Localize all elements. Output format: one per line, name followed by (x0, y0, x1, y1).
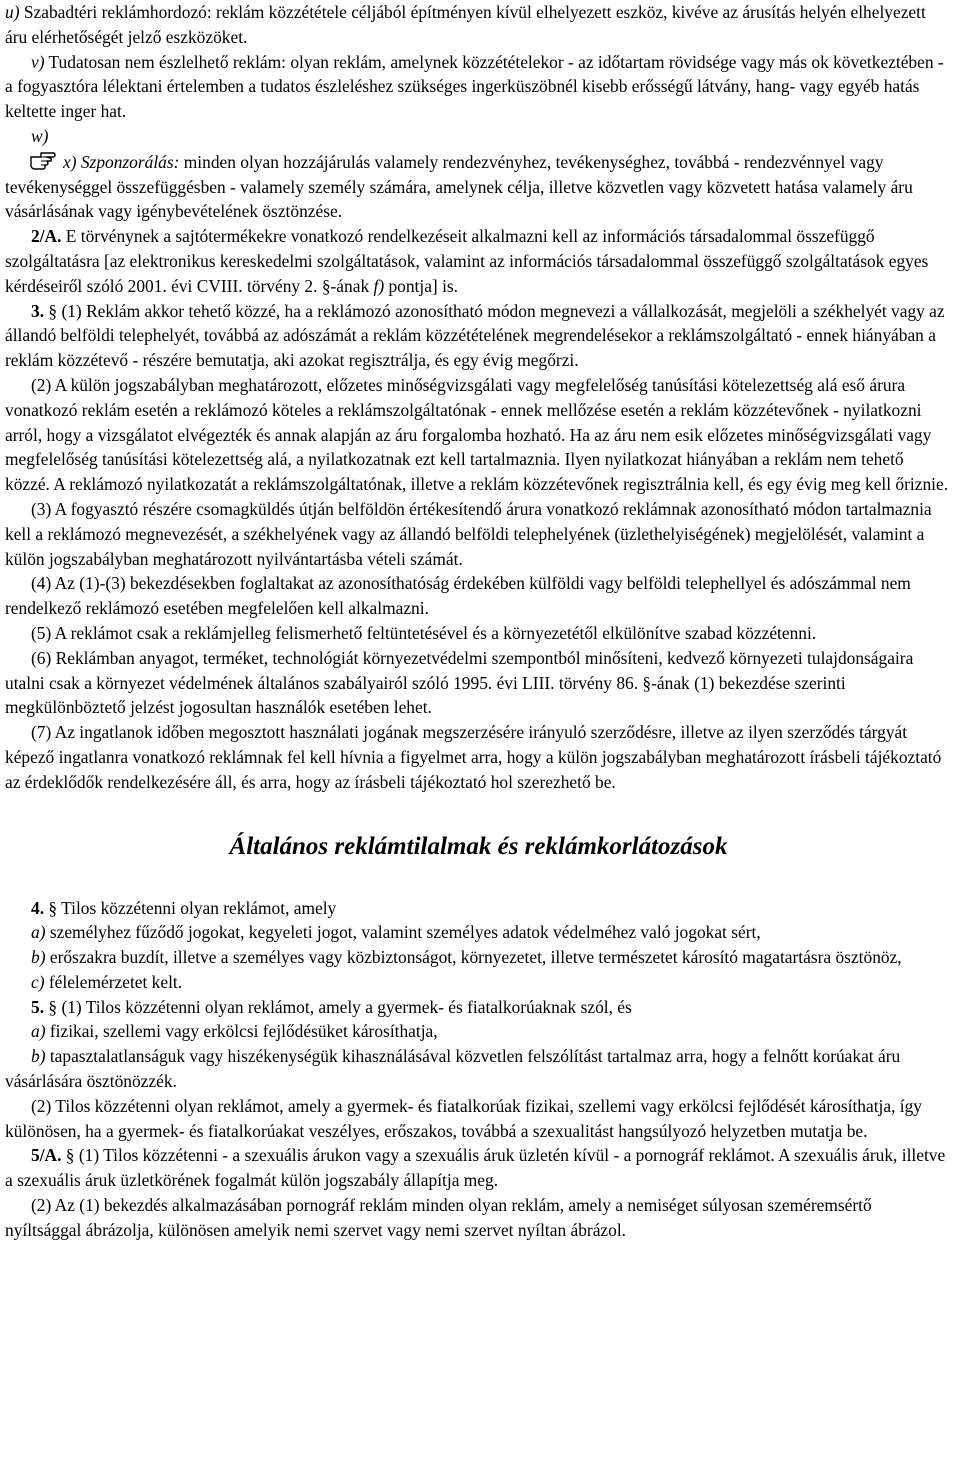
item-text: fizikai, szellemi vagy erkölcsi fejlődésüket károsíthatja, (45, 1021, 438, 1042)
section-text: E törvénynek a sajtótermékekre vonatkozó rendelkezéseit alkalmazni kell az információs társadalommal összefüggő szolgáltatásra [az elektronikus kereskedelmi szolgáltatások, valamint az információs társadalommal összefüggő szolgáltatások egyes kérdéseiről szóló 2001. évi CVIII. törvény 2. §-ának (5, 226, 929, 296)
section-number: 5/A. (31, 1145, 62, 1166)
section-4-intro (5, 896, 952, 921)
definition-x (5, 149, 952, 224)
item-text: erőszakra buzdít, illetve a személyes vagy közbiztonságot, környezetet, illetve természetet károsító magatartásra ösztönöz, (45, 947, 902, 968)
section-4-item-a (5, 920, 952, 945)
section-5-intro (5, 995, 952, 1020)
section-number: 5. (31, 996, 45, 1017)
item-text: személyhez fűződő jogokat, kegyeleti jogot, valamint személyes adatok védelméhez való jogokat sért, (45, 922, 761, 943)
section-4-item-c (5, 970, 952, 995)
item-letter: x) Szponzorálás: (63, 151, 180, 172)
definition-text: Tudatosan nem észlelhető reklám: olyan reklám, amelynek közzétételekor - az időtartam rövidsége vagy más ok következtében - a fogyasztóra lélektani értelemben a tudatos észleléshez szükséges ingerküszöbnél kisebb erősségű látvány, hang- vagy egyéb hatás keltette inger hat. (5, 51, 944, 122)
chapter-heading: Általános reklámtilalmak és reklámkorlátozások (229, 832, 728, 860)
paragraph-text: § (1) Tilos közzétenni olyan reklámot, amely a gyermek- és fiatalkorúaknak szól, és (44, 996, 632, 1017)
section-5a-paragraph-1 (5, 1143, 952, 1193)
item-letter: a) (31, 1021, 46, 1042)
definition-u (5, 0, 952, 50)
item-letter: f) (373, 275, 385, 296)
paragraph-text: § (1) Reklám akkor tehető közzé, ha a reklámozó azonosítható módon megnevezi a vállalkozását, megjelöli a székhelyét vagy az állandó belföldi telephelyét, továbbá az adószámát a reklám közzétételének megrendelésekor a reklámszolgáltató - ennek hiányában a reklám közzétevő - részére bemutatja, aki azokat regisztrálja, és egy évig megőrzi. (5, 300, 945, 371)
section-5-paragraph-2: (2) Tilos közzétenni olyan reklámot, amely a gyermek- és fiatalkorúak fizikai, szellemi vagy erkölcsi fejlődését károsíthatja, így különösen, ha a gyermek- és fiatalkorúakat veszélyes, erőszakos, továbbá a szexualitást hangsúlyozó helyzetben mutatja be. (5, 1095, 922, 1141)
item-letter: u) (5, 2, 20, 22)
section-5-item-b (5, 1044, 952, 1094)
paragraph-text: § Tilos közzétenni olyan reklámot, amely (44, 897, 337, 918)
item-letter: w) (31, 125, 49, 146)
pointing-hand-icon (29, 149, 57, 171)
section-3-paragraph-4: (4) Az (1)-(3) bekezdésekben foglaltakat az azonosíthatóság érdekében külföldi vagy belföldi telephellyel és adószámmal nem rendelkező reklámozó esetében megfelelően kell alkalmazni. (5, 573, 911, 619)
section-3-paragraph-2: (2) A külön jogszabályban meghatározott, előzetes minőségvizsgálati vagy megfelelőség tanúsítási kötelezettség alá eső árura vonatkozó reklám esetén a reklámozó köteles a reklámszolgáltatónak - ennek mellőzése esetén a reklám közzétevőnek - nyilatkozni arról, hogy a vizsgálatot elvégezték és annak alapján az áru forgalomba hozható. Ha az áru nem esik előzetes minőségvizsgálati vagy megfelelőség tanúsítási kötelezettség alá, a nyilatkozatnak ezt kell tartalmaznia. Ilyen nyilatkozat hiányában a reklám nem tehető közzé. A reklámozó nyilatkozatát a reklámszolgáltatónak, illetve a reklám közzétevőnek regisztrálnia kell, és egy évig meg kell őriznie. (5, 374, 949, 495)
item-text: félelemérzetet kelt. (44, 971, 183, 992)
item-letter: b) (31, 947, 46, 968)
item-letter: v) (31, 51, 45, 72)
section-number: 4. (31, 897, 45, 918)
definition-v (5, 50, 952, 124)
item-text: tapasztalatlanságuk vagy hiszékenységük kihasználásával közvetlen felszólítást tartalmaz arra, hogy a felnőtt korúakat áru vásárlására ösztönözzék. (5, 1046, 901, 1092)
item-letter: c) (31, 971, 45, 992)
section-number: 3. (31, 300, 45, 321)
section-3-paragraph-5: (5) A reklámot csak a reklámjelleg felismerhető feltüntetésével és a környezetétől elkülönítve szabad közzétenni. (31, 622, 817, 643)
item-letter: b) (31, 1046, 46, 1067)
section-5-item-a (5, 1019, 952, 1044)
paragraph-text: § (1) Tilos közzétenni - a szexuális árukon vagy a szexuális áruk üzletén kívül - a pornográf reklámot. A szexuális áruk, illetve a szexuális áruk üzletkörének fogalmát külön jogszabály állapítja meg. (5, 1145, 946, 1191)
section-text-end: pontja] is. (384, 275, 459, 296)
section-3-paragraph-3: (3) A fogyasztó részére csomagküldés útján belföldön értékesítendő árura vonatkozó reklámnak azonosítható módon tartalmaznia kell a reklámozó megnevezését, a székhelyének vagy az állandó belföldi telephelyének (üzlethelyiségének) megjelölését, valamint a külön jogszabályban meghatározott nyilvántartásba vételi számát. (5, 498, 932, 569)
section-3-paragraph-1 (5, 299, 952, 373)
section-2a (5, 224, 952, 298)
section-3-paragraph-6: (6) Reklámban anyagot, terméket, technológiát környezetvédelmi szempontból minősíteni, kedvező környezeti tulajdonságaira utalni csak a környezet védelmének általános szabályairól szóló 1995. évi LIII. törvény 86. §-ának (1) bekezdése szerinti megkülönböztető jelzést jogosultan használók esetében lehet. (5, 647, 914, 718)
section-4-item-b (5, 945, 952, 970)
section-number: 2/A. (31, 226, 62, 247)
item-letter: a) (31, 922, 46, 943)
section-3-paragraph-7: (7) Az ingatlanok időben megosztott használati jogának megszerzésére irányuló szerződésre, illetve az ilyen szerződés tárgyát képező ingatlanra vonatkozó reklámnak fel kell hívnia a figyelmet arra, hogy a külön jogszabályban meghatározott írásbeli tájékoztató az érdeklődők rendelkezésére áll, és arra, hogy az írásbeli tájékoztató hol szerezhető be. (5, 722, 942, 792)
section-5a-paragraph-2: (2) Az (1) bekezdés alkalmazásában pornográf reklám minden olyan reklám, amely a nemiséget súlyosan szeméremsértő nyíltsággal ábrázolja, különösen amelyik nemi szervet vagy nemi szervet nyíltan ábrázol. (5, 1195, 872, 1240)
definition-w (5, 124, 952, 149)
definition-text: Szabadtéri reklámhordozó: reklám közzététele céljából építményen kívül elhelyezett eszköz, kivéve az árusítás helyén elhelyezett áru elérhetőségét jelző eszközöket. (5, 2, 926, 47)
definition-text: minden olyan hozzájárulás valamely rendezvényhez, tevékenységhez, továbbá - rendezvénnyel vagy tevékenységgel összefüggésben - valamely személy számára, amelynek célja, illetve közvetlen vagy közvetett hatása valamely áru vásárlásának vagy igénybevételének ösztönzése. (5, 151, 913, 222)
